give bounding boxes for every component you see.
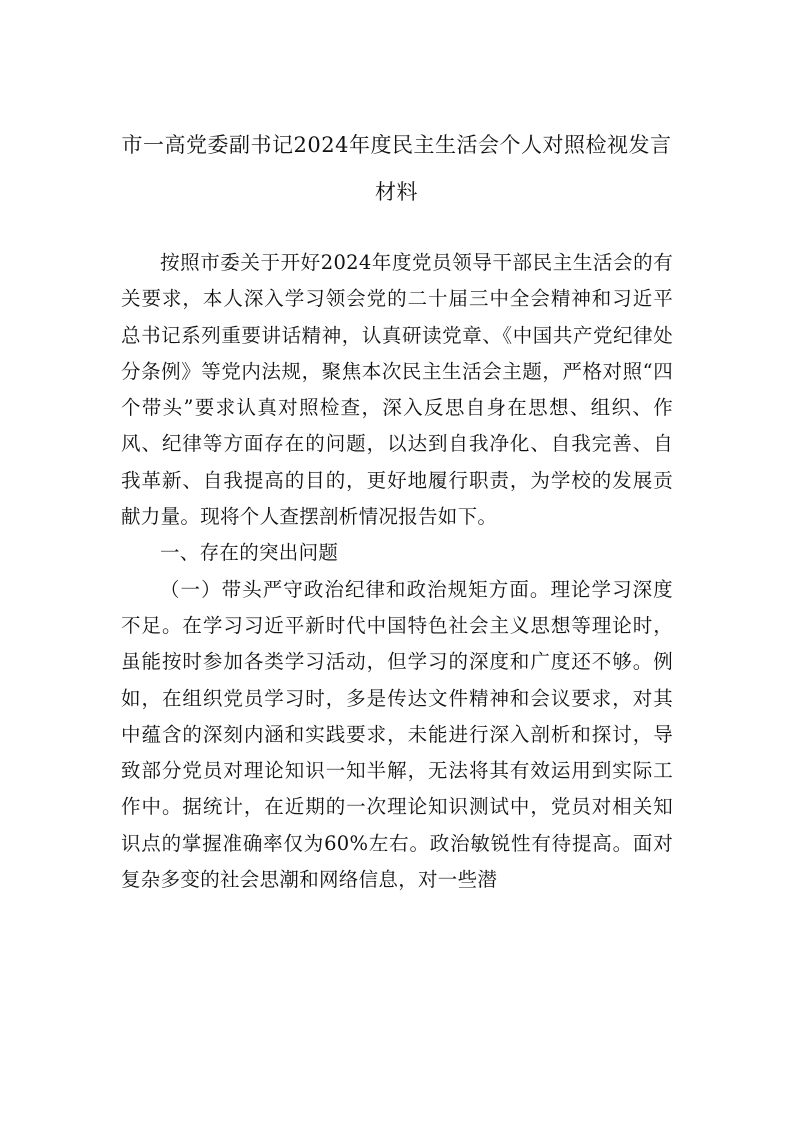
section1-heading: 一、存在的突出问题 — [160, 541, 339, 565]
document-title-line1: 市一高党委副书记2024年度民主生活会个人对照检视发言 — [121, 133, 672, 157]
document-body — [121, 245, 673, 898]
section1-paragraph1: （一）带头严守政治纪律和政治规矩方面。理论学习深度不足。在学习习近平新时代中国特色社会主义思想等理论时，虽能按时参加各类学习活动，但学习的深度和广度还不够。例如，在组织党员学习时，多是传达文件精神和会议要求，对其中蕴含的深刻内涵和实践要求，未能进行深入剖析和探讨，导致部分党员对理论知识一知半解，无法将其有效运用到实际工作中。据统计，在近期的一次理论知识测试中，党员对相关知识点的掌握准确率仅为60%左右。政治敏锐性有待提高。面对复杂多变的社会思潮和网络信息，对一些潜 — [121, 577, 673, 892]
document-title-line2: 材料 — [375, 180, 418, 204]
intro-paragraph: 按照市委关于开好2024年度党员领导干部民主生活会的有关要求，本人深入学习领会党的二十届三中全会精神和习近平总书记系列重要讲话精神，认真研读党章、《中国共产党纪律处分条例》等党内法规，聚焦本次民主生活会主题，严格对照“四个带头”要求认真对照检查，深入反思自身在思想、组织、作风、纪律等方面存在的问题，以达到自我净化、自我完善、自我革新、自我提高的目的，更好地履行职责，为学校的发展贡献力量。现将个人查摆剖析情况报告如下。 — [121, 251, 673, 529]
